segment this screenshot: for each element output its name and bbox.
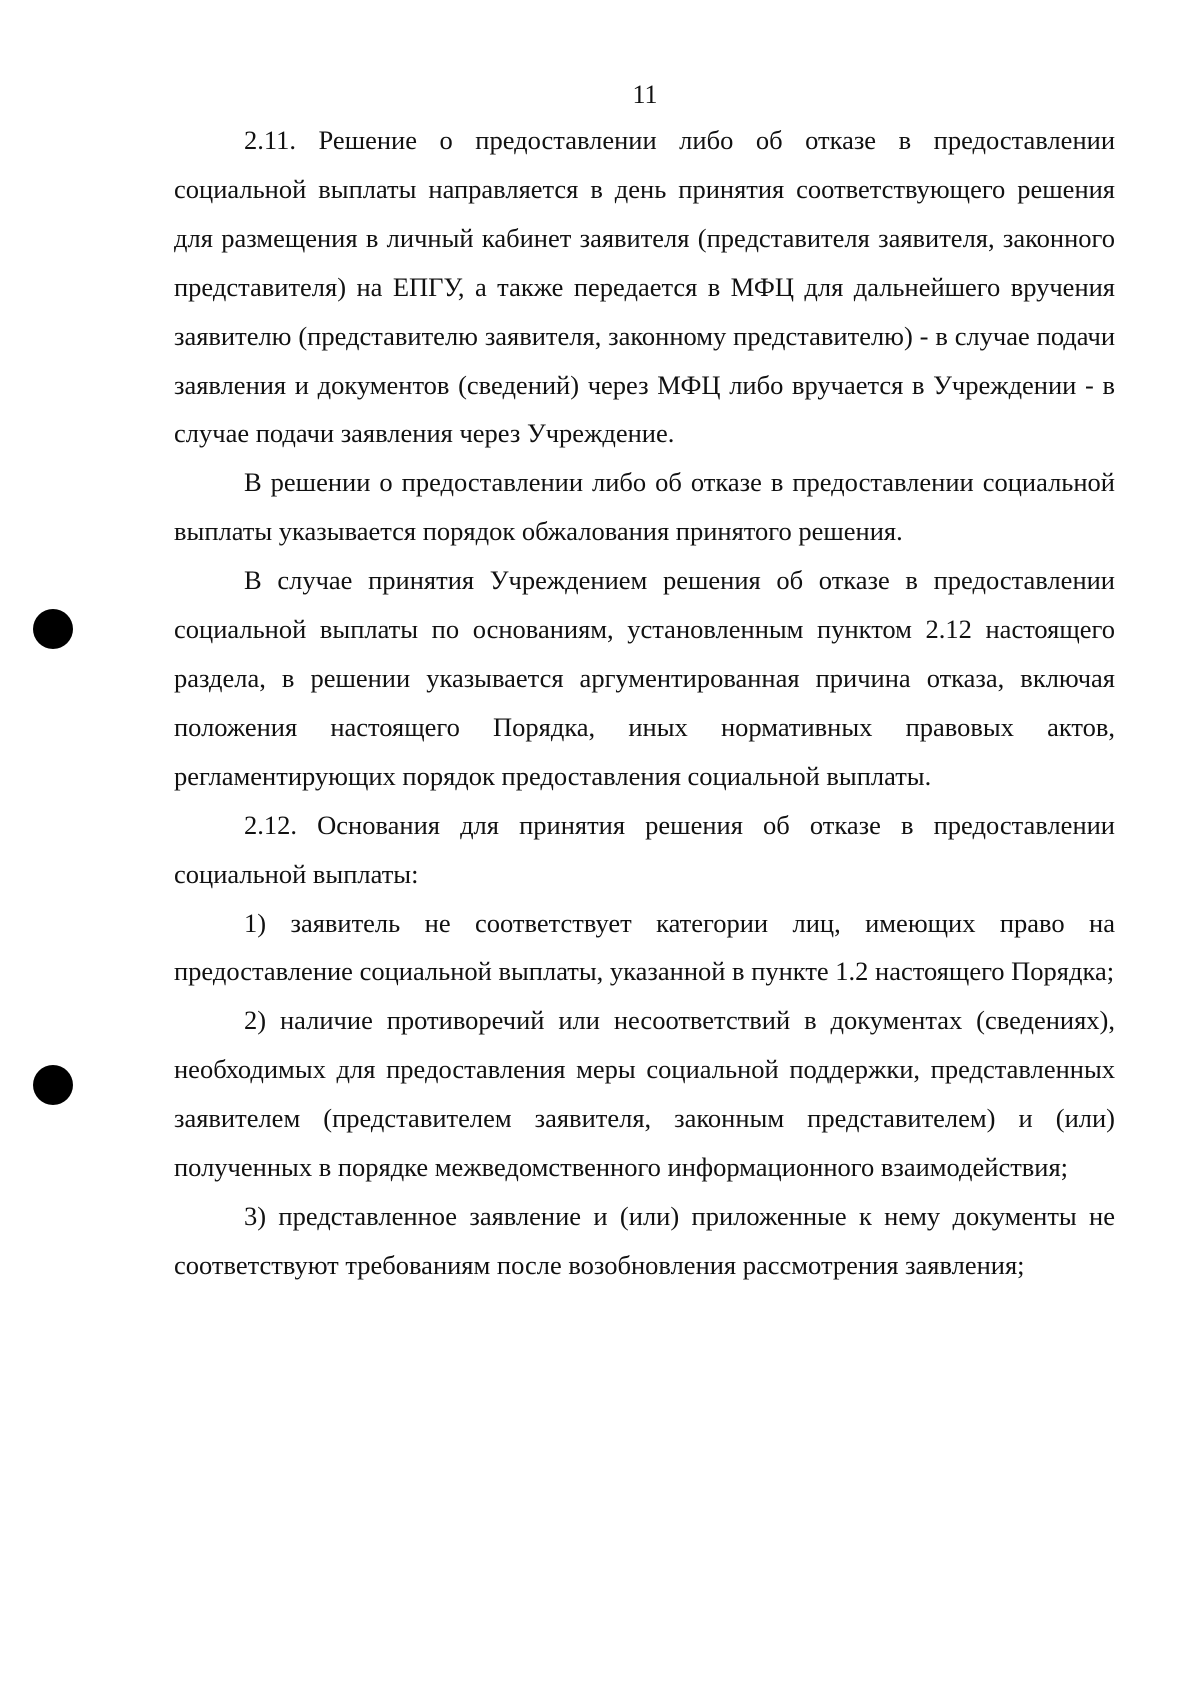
- punch-hole-mark: [33, 1065, 73, 1105]
- paragraph-2-11: 2.11. Решение о предоставлении либо об отказе в предоставлении социальной выплаты направляется в день принятия соответствующего решения для размещения в личный кабинет заявителя (представителя заявителя, законного представителя) на ЕПГУ, а также передается в МФЦ для дальнейшего вручения заявителю (представителю заявителя, законному представителю) - в случае подачи заявления и документов (сведений) через МФЦ либо вручается в Учреждении - в случае подачи заявления через Учреждение.: [174, 125, 1115, 449]
- list-item-1: 1) заявитель не соответствует категории лиц, имеющих право на предоставление социальной выплаты, указанной в пункте 1.2 настоящего Порядка;: [174, 907, 1115, 987]
- paragraph-appeal-procedure: В решении о предоставлении либо об отказе в предоставлении социальной выплаты указывается порядок обжалования принятого решения.: [174, 467, 1115, 547]
- list-item-3: 3) представленное заявление и (или) приложенные к нему документы не соответствуют требованиям после возобновления рассмотрения заявления;: [174, 1200, 1115, 1280]
- paragraph-2-12: 2.12. Основания для принятия решения об отказе в предоставлении социальной выплаты:: [174, 809, 1115, 889]
- punch-hole-mark: [33, 609, 73, 649]
- paragraph-refusal-reason: В случае принятия Учреждением решения об отказе в предоставлении социальной выплаты по основаниям, установленным пунктом 2.12 настоящего раздела, в решении указывается аргументированная причина отказа, включая положения настоящего Порядка, иных нормативных правовых актов, регламентирующих порядок предоставления социальной выплаты.: [174, 565, 1115, 791]
- document-body: [174, 116, 1115, 1290]
- list-item-2: 2) наличие противоречий или несоответствий в документах (сведениях), необходимых для предоставления меры социальной поддержки, представленных заявителем (представителем заявителя, законным представителем) и (или) полученных в порядке межведомственного информационного взаимодействия;: [174, 1005, 1115, 1183]
- page-number: 11: [632, 80, 658, 109]
